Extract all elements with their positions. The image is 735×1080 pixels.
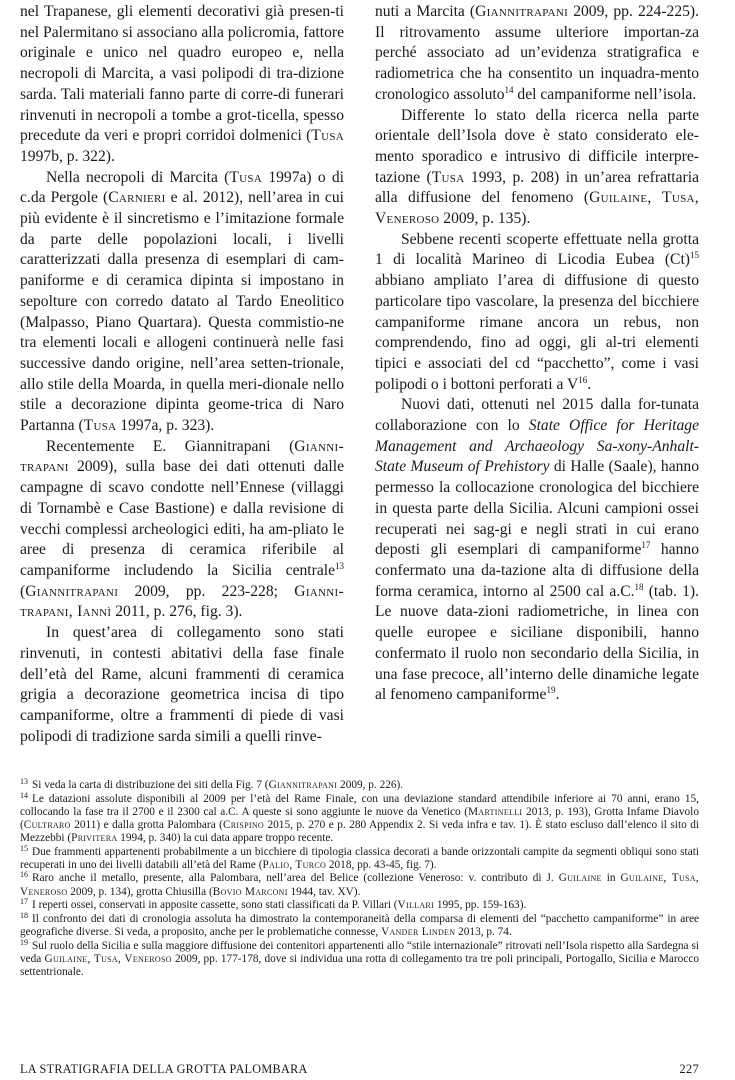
text-run: in bbox=[601, 872, 621, 885]
footnote-number: 19 bbox=[20, 937, 28, 947]
text-run: 2009), sulla base dei dati ottenuti dalle campagne di scavo condotte nell’Ennese (villaggi di Tornambè e Case Bastione) e dalla revisione di vecchi complessi archeologici editi, ha am-pliato le aree di presenza di ceramica riferibile al campaniforme includendo la Sicilia centrale bbox=[20, 458, 344, 579]
author-citation: Giannitrapani bbox=[475, 3, 569, 20]
text-run: di Halle (Saale), hanno permesso la collocazione cronologica del bicchiere in questa parte della Sicilia. Alcuni campioni ossei recuperati nei sag-gi e negli strati in cui erano deposti gli esemplari di campaniforme bbox=[375, 458, 700, 559]
author-citation: Tusa bbox=[83, 417, 117, 435]
footnote-ref: 19 bbox=[546, 685, 556, 696]
right-column bbox=[375, 2, 699, 706]
footnote-ref: 14 bbox=[504, 84, 514, 95]
text-run: 2009, pp. 224-225). Il ritrovamento assume ulteriore importan-za perché associato ad un’evidenza stratigrafica e radiometrica che ha consentito un inquadra-mento cronologico assoluto bbox=[375, 3, 700, 103]
author-citation: Bovio Marconi bbox=[212, 885, 288, 898]
text-run: Il confronto dei dati di cronologia assoluta ha dimostrato la contemporaneità della comparsa di elementi del “pacchetto campaniforme” in aree geografiche diverse. Si veda, a proposito, anche per le problematiche connesse, bbox=[20, 912, 699, 938]
footnote-number: 16 bbox=[20, 870, 28, 880]
text-run: 2015, p. 270 e p. 280 Appendix 2. Si veda infra e tav. 1). È stato escluso dall’elenco il sito di Mezzebbi ( bbox=[20, 818, 699, 844]
author-citation: Giannitrapani bbox=[268, 779, 338, 791]
text-run: nuti a Marcita ( bbox=[375, 3, 476, 20]
text-run: Sul ruolo della Sicilia e sulla maggiore diffusione dei contenitori appartenenti allo “stile internazionale” ritrovati nell’Isola rispetto alla Sardegna si veda bbox=[20, 939, 699, 965]
text-run: 2011, p. 276, fig. 3). bbox=[111, 603, 243, 621]
text-run: Nuovi dati, ottenuti nel 2015 dalla for-tunata collaborazione con lo bbox=[375, 396, 699, 435]
author-citation: Tusa bbox=[229, 168, 263, 186]
text-run: 2013, p. 74. bbox=[455, 926, 512, 938]
text-run: 2009, p. 135). bbox=[439, 210, 531, 228]
author-citation: Guilaine, Tusa, Veneroso bbox=[20, 872, 699, 898]
text-run: e al. 2012), nell’area in cui più evidente è il sincretismo e l’imitazione formale da parte delle popolazioni locali, i livelli caratterizzati dalla presenza di esemplari di cam-paniforme e di ceramica dipinta si impostano in sepolture con corredo datato al Tardo Eneolitico (Malpasso, Piano Quartara). Questa commistio-ne tra elementi locali e allogeni continuerà nelle fasi successive dando origine, nell’area setten-trionale, allo stile della Moarda, in quella meri-dionale nello stile a decorazione dipinta geome-trica di Naro Partanna ( bbox=[20, 189, 344, 435]
footnote bbox=[20, 910, 699, 939]
text-run: (tab. 1). Le nuove data-zioni radiometriche, in linea con quelle europee e siciliane disponibili, hanno confermato il ruolo non secondario della Sicilia, in una fase precoce, all’interno delle dinamiche legate al fenomeno campaniforme bbox=[375, 582, 699, 704]
text-run: del campaniforme nell’isola. bbox=[513, 85, 697, 103]
footnote bbox=[20, 899, 699, 912]
author-citation: Gianni-trapani bbox=[20, 437, 344, 476]
text-run: 1997a) o di c.da Pergole ( bbox=[20, 168, 344, 207]
author-citation: Tusa bbox=[431, 168, 465, 186]
footnotes bbox=[20, 779, 699, 980]
text-run: 1994, p. 340) la cui data appare troppo recente. bbox=[117, 831, 334, 844]
text-run: . bbox=[587, 375, 592, 393]
text-run: Recentemente E. Giannitrapani ( bbox=[46, 437, 295, 455]
paragraph bbox=[20, 168, 344, 437]
paragraph bbox=[20, 437, 344, 623]
author-citation: Privitera bbox=[71, 831, 118, 844]
text-run: Raro anche il metallo, presente, alla Palombara, nell’area del Belice (collezione Veneroso: v. contributo di J. bbox=[32, 872, 559, 885]
text-run: hanno confermato una da-tazione alta di diffusione della forma ceramica, intorno al 2500 cal a.C. bbox=[375, 541, 699, 600]
author-citation: Vander Linden bbox=[381, 926, 456, 938]
text-run: abbiano ampliato l’area di diffusione di questo particolare tipo vascolare, la presenza del bicchiere campaniforme rimane ancora un rebus, non comprendendo, fino ad oggi, gli al-tri elementi tipici e associati del cd “pacchetto”, come i vasi polipodi o i bottoni perforati a V bbox=[375, 272, 699, 393]
text-run: 1993, p. 208) in un’area refrattaria alla diffusione del fenomeno ( bbox=[375, 168, 699, 207]
text-run: . bbox=[555, 686, 560, 704]
paragraph bbox=[375, 395, 699, 706]
author-citation: Palio, Turco bbox=[262, 858, 327, 871]
text-run: nel Trapanese, gli elementi decorativi già presen-ti nel Palermitano si associano alla policromia, fattore originale e unico nel quadro europeo e, nella necropoli di Marcita, a vasi polipodi di tra-dizione sarda. Tali materiali fanno parte di corre-di funerari rinvenuti in necropoli a tombe a grot-ticella, spesso precedute da veri e propri corridoi dolmenici ( bbox=[20, 3, 344, 145]
footnote-number: 14 bbox=[20, 790, 28, 800]
text-run: 2011) e dalla grotta Palombara ( bbox=[70, 818, 223, 831]
text-run: Differente lo stato della ricerca nella parte orientale dell’Isola dove è stato considerato ele-mento sporadico e intrusivo di difficile interpre-tazione ( bbox=[375, 106, 699, 186]
footnote bbox=[20, 779, 699, 792]
running-title: LA STRATIGRAFIA DELLA GROTTA PALOMBARA bbox=[20, 1062, 308, 1076]
paragraph bbox=[375, 2, 699, 106]
footnote bbox=[20, 790, 699, 845]
text-run: 2018, pp. 43-45, fig. 7). bbox=[326, 858, 437, 871]
footnote-ref: 17 bbox=[641, 540, 651, 551]
text-run: In quest’area di collegamento sono stati rinvenuti, in contesti abitativi della fase finale dell’età del Rame, alcuni frammenti di ceramica grigia a decorazione geometrica incisa di tipo campaniforme, oltre a frammenti di piede di vasi polipodi di tradizione sarda simili a quelli rinve- bbox=[20, 624, 344, 745]
footnote-number: 13 bbox=[20, 777, 28, 786]
author-citation: Guilaine bbox=[558, 872, 602, 885]
text-run: 2009, pp. 177-178, dove si individua una rotta di collegamento tra tre poli principali, Portogallo, Sicilia e Marocco settentrionale. bbox=[20, 952, 700, 978]
footnote-number: 18 bbox=[20, 910, 28, 920]
text-run: 1995, pp. 159-163). bbox=[434, 899, 527, 912]
author-citation: Crispino bbox=[222, 818, 265, 831]
text-run: Due frammenti appartenenti probabilmente a un bicchiere di tipologia classica decorati a bande orizzontali campite da segmenti obliqui sono stati recuperati in uno dei livelli databili all’età del Rame ( bbox=[20, 845, 699, 871]
footnote-ref: 15 bbox=[690, 250, 699, 261]
text-run: Sebbene recenti scoperte effettuate nella grotta 1 di località Marineo di Licodia Eubea (Ct) bbox=[375, 230, 699, 269]
text-run: Le datazioni assolute disponibili al 2009 per l’età del Rame Finale, con una deviazione standard attendibile inferiore ai 70 anni, erano 15, collocando la fase tra il 2700 e il 2300 cal a.C. A queste si sono aggiunte le nuove da Venetico ( bbox=[20, 792, 699, 818]
footnote-ref: 18 bbox=[634, 581, 644, 592]
text-run: 2013, p. 193), Grotta Infame Diavolo ( bbox=[20, 805, 699, 831]
text-run: 1997a, p. 323). bbox=[116, 417, 215, 435]
author-citation: Villari bbox=[397, 899, 435, 912]
footnote-number: 17 bbox=[20, 897, 28, 907]
page-number: 227 bbox=[679, 1062, 699, 1076]
text-run: Nella necropoli di Marcita ( bbox=[46, 168, 230, 186]
text-run: 2009, pp. 223-228; bbox=[118, 582, 295, 600]
text-run: ( bbox=[20, 582, 26, 600]
author-citation: Tusa bbox=[311, 127, 344, 145]
left-column bbox=[20, 2, 344, 747]
footnote-ref: 16 bbox=[578, 374, 588, 385]
footnote-ref: 13 bbox=[335, 560, 344, 571]
text-run: Si veda la carta di distribuzione dei siti della Fig. 7 ( bbox=[32, 779, 269, 791]
text-run: 2009, p. 226). bbox=[337, 779, 404, 791]
text-run: 1944, tav. XV). bbox=[287, 885, 361, 898]
paragraph bbox=[20, 623, 344, 747]
footnote bbox=[20, 843, 699, 872]
text-run: 2009, p. 134), grotta Chiusilla ( bbox=[67, 885, 213, 898]
author-citation: Carnieri bbox=[108, 189, 166, 207]
author-citation: Martinelli bbox=[468, 805, 523, 818]
text-run: 1997b, p. 322). bbox=[20, 147, 115, 165]
paragraph bbox=[375, 106, 699, 230]
footnote bbox=[20, 937, 700, 979]
footnote bbox=[20, 872, 699, 898]
author-citation: Gianni-trapani, Iannì bbox=[20, 582, 344, 621]
paragraph bbox=[375, 230, 699, 396]
author-citation: Guilaine, Tusa, Veneroso bbox=[375, 189, 699, 228]
text-run: I reperti ossei, conservati in apposite cassette, sono stati classificati da P. Villari ( bbox=[32, 899, 398, 912]
author-citation: Cultraro bbox=[23, 818, 71, 831]
footnote-number: 15 bbox=[20, 843, 28, 853]
author-citation: Giannitrapani bbox=[25, 582, 119, 600]
paragraph bbox=[20, 2, 344, 168]
author-citation: Guilaine, Tusa, Veneroso bbox=[44, 952, 172, 965]
italic-text: State Office for Heritage Management and Archaeology Sa-xony-Anhalt-State Museum of Prehistory bbox=[375, 417, 700, 476]
